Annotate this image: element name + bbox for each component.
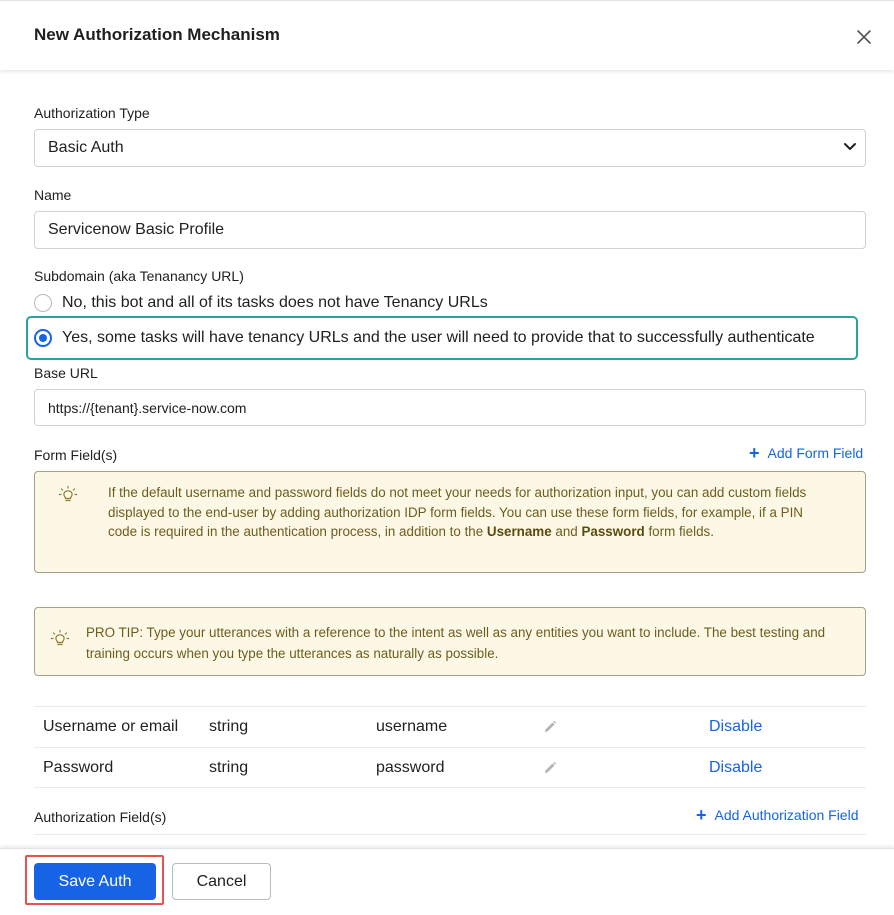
plus-icon: +	[749, 443, 760, 463]
disable-link[interactable]: Disable	[709, 718, 763, 735]
pro-tip-box	[34, 607, 866, 676]
disable-link[interactable]: Disable	[709, 759, 763, 776]
pencil-icon[interactable]	[542, 719, 558, 735]
close-icon[interactable]	[852, 25, 876, 49]
auth-type-label: Authorization Type	[34, 105, 150, 121]
subdomain-option-yes-label: Yes, some tasks will have tenancy URLs and the user will need to provide that to successfully authenticate	[62, 329, 815, 346]
plus-icon: +	[696, 805, 707, 825]
dialog-header	[0, 0, 894, 70]
dialog-title: New Authorization Mechanism	[34, 25, 280, 44]
name-value: Servicenow Basic Profile	[48, 221, 225, 238]
subdomain-label: Subdomain (aka Tenanancy URL)	[34, 268, 244, 284]
name-label: Name	[34, 187, 72, 203]
subdomain-option-no-label: No, this bot and all of its tasks does not have Tenancy URLs	[62, 294, 488, 311]
lightbulb-icon	[58, 485, 78, 505]
field-name: Username or email	[43, 718, 179, 735]
field-type: string	[209, 718, 249, 735]
field-type: string	[209, 759, 249, 776]
subdomain-option-yes[interactable]	[34, 329, 815, 347]
lightbulb-icon	[50, 629, 70, 649]
add-form-field-label: Add Form Field	[767, 445, 864, 461]
pencil-icon[interactable]	[542, 760, 558, 776]
form-fields-info-box	[34, 471, 866, 573]
base-url-input[interactable]	[34, 389, 866, 426]
divider	[34, 834, 866, 835]
subdomain-option-no[interactable]	[34, 294, 488, 312]
field-key: username	[376, 718, 448, 735]
base-url-value: https://{tenant}.service-now.com	[48, 399, 247, 416]
cancel-button[interactable]: Cancel	[172, 863, 271, 900]
name-input[interactable]	[34, 211, 866, 249]
field-name: Password	[43, 759, 114, 776]
base-url-label: Base URL	[34, 365, 98, 381]
pro-tip-text: PRO TIP: Type your utterances with a reference to the intent as well as any entities you want to include. The best testing and training occurs when you type the utterances as naturally as possible.	[86, 625, 826, 661]
add-auth-field-link[interactable]	[696, 806, 859, 824]
add-auth-field-label: Add Authorization Field	[714, 807, 859, 823]
field-key: password	[376, 759, 445, 776]
form-fields-label: Form Field(s)	[34, 447, 118, 463]
add-form-field-link[interactable]	[749, 444, 863, 462]
radio-yes[interactable]	[34, 329, 52, 347]
form-fields-info-text: If the default username and password fields do not meet your needs for authorization input, you can add custom fields displayed to the end-user by adding authorization IDP form fields. You can use these form fields, for example, if a PIN code is required in the authentication process, in addition to the Username and Password form fields.	[108, 485, 807, 539]
auth-fields-label: Authorization Field(s)	[34, 809, 167, 825]
radio-no[interactable]	[34, 294, 52, 312]
save-auth-button[interactable]: Save Auth	[34, 863, 156, 900]
chevron-down-icon	[843, 142, 857, 152]
table-row	[34, 747, 866, 788]
auth-type-value: Basic Auth	[48, 139, 124, 156]
table-row	[34, 706, 866, 747]
auth-type-select[interactable]	[34, 129, 866, 167]
